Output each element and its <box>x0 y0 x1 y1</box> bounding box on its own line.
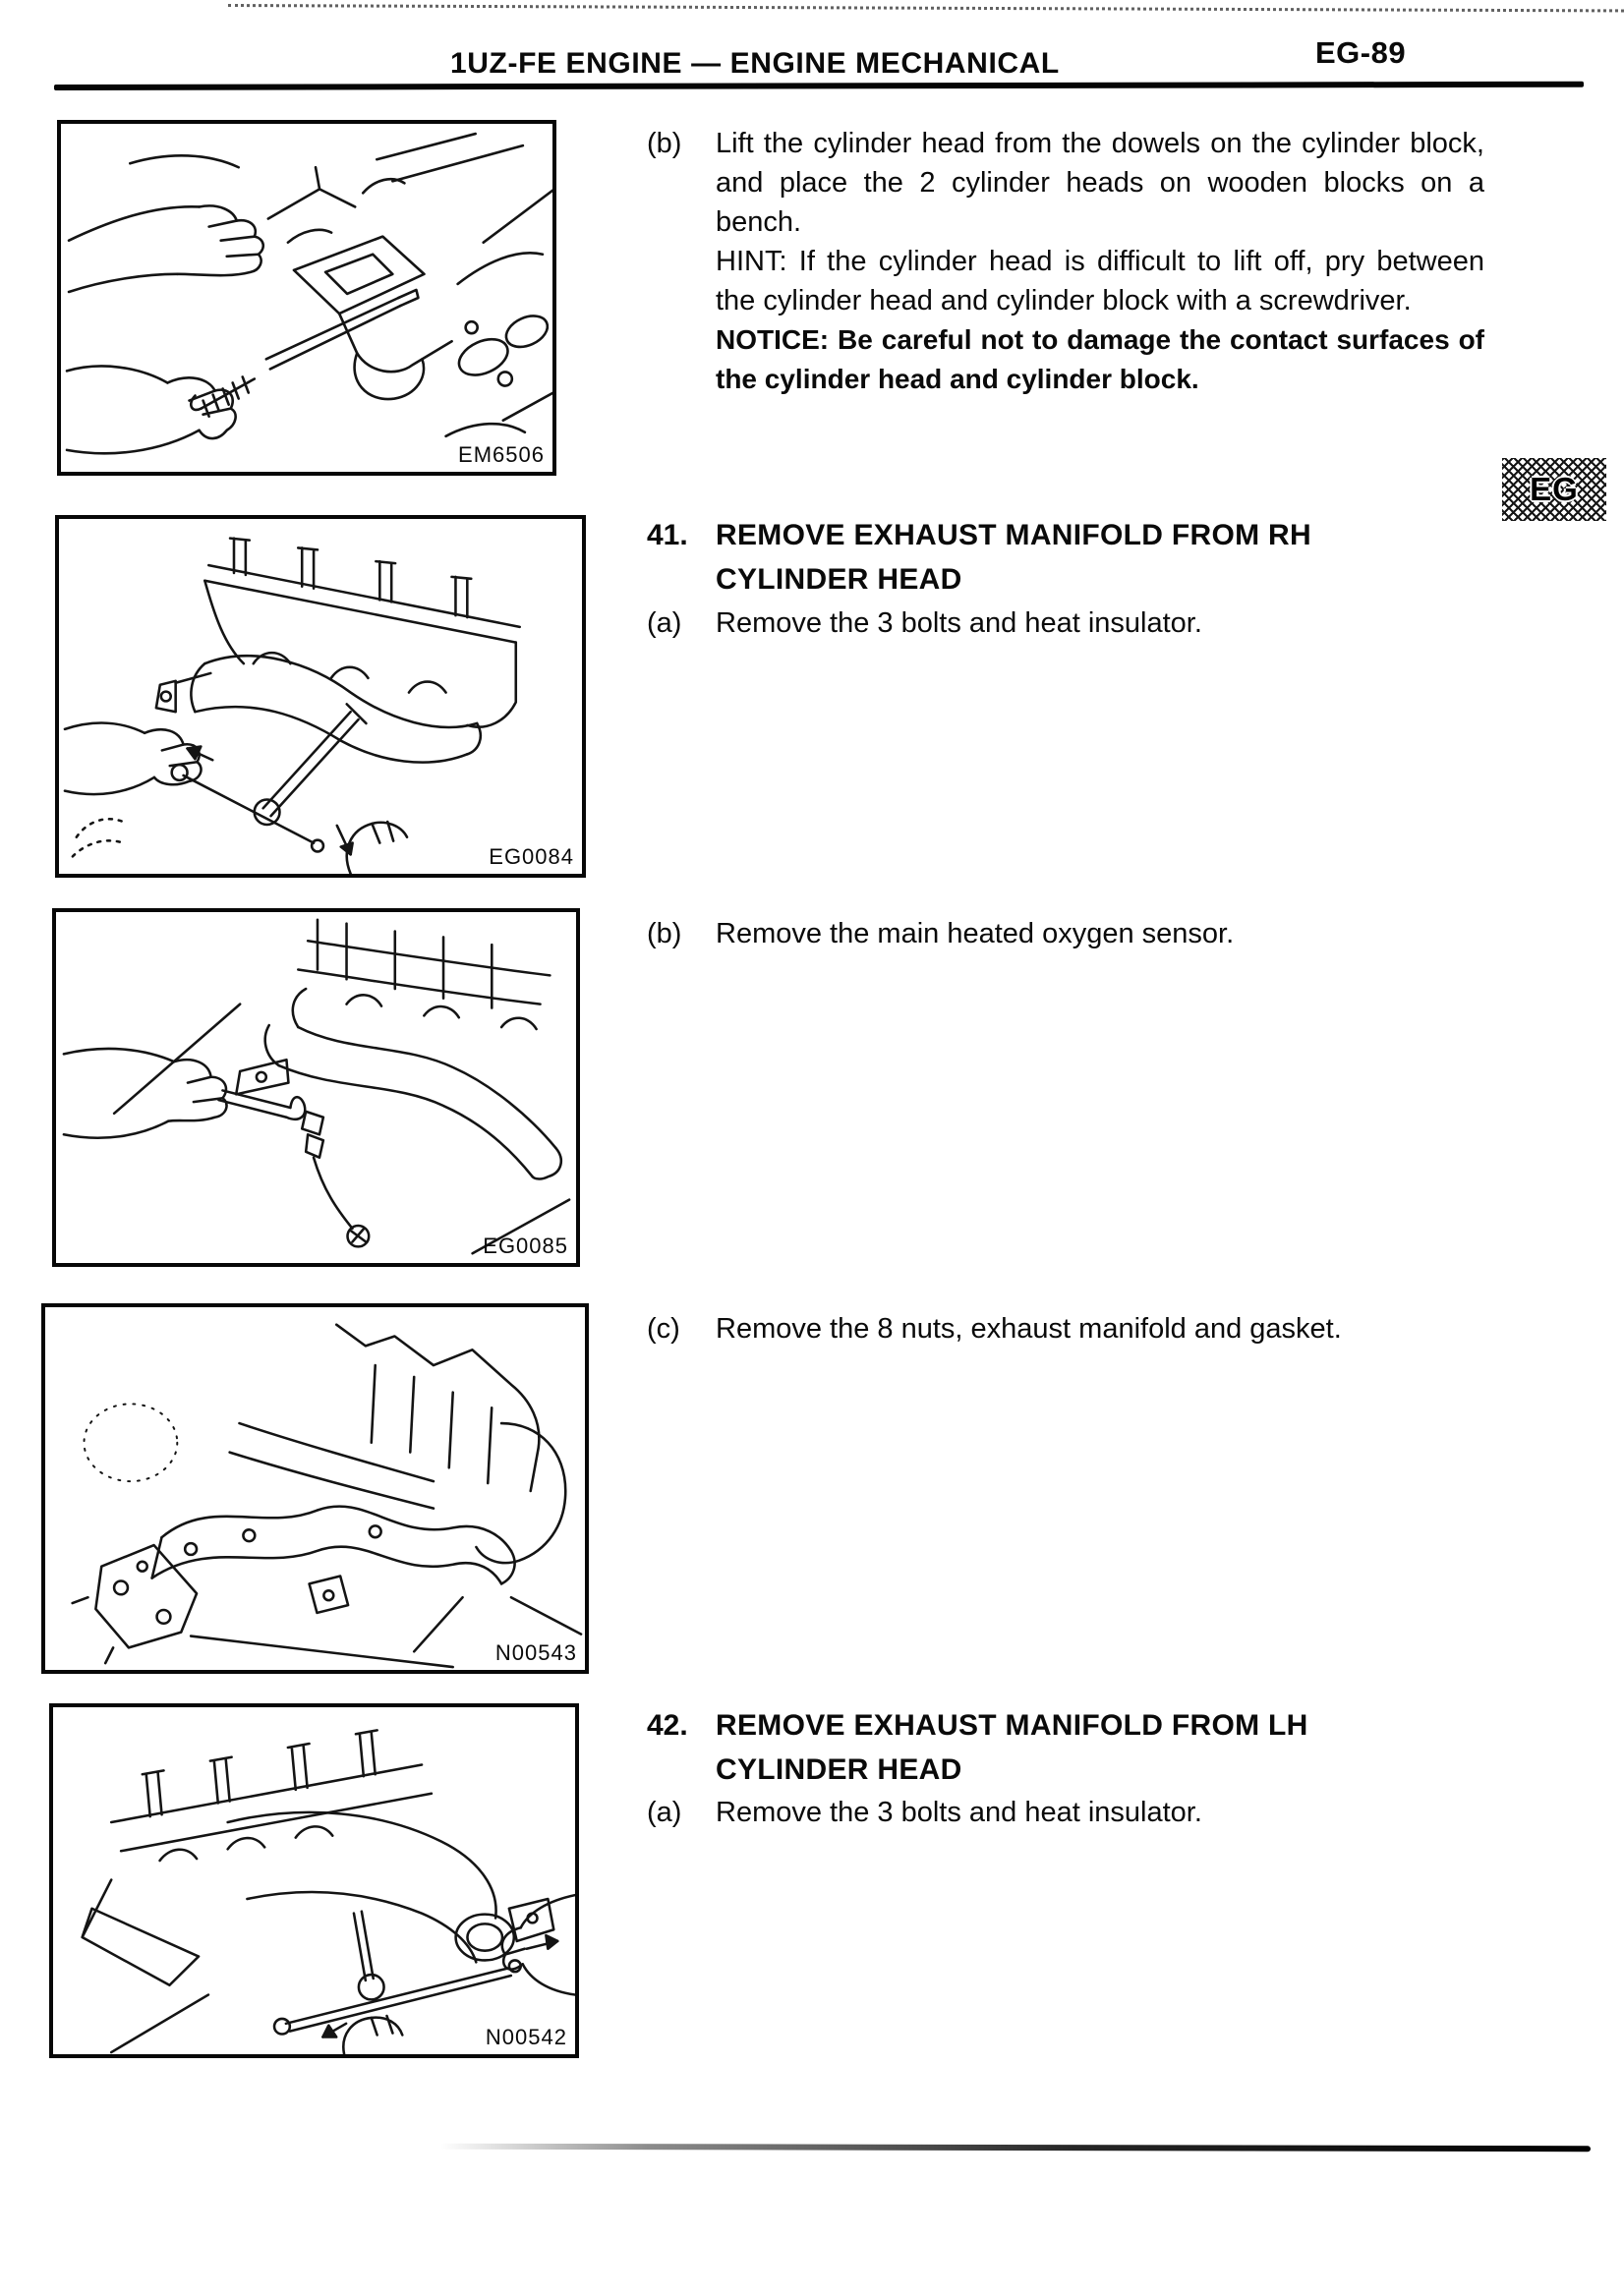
figure-illustration <box>59 519 582 874</box>
section-number: 41. <box>647 519 688 551</box>
figure-illustration <box>53 1707 575 2054</box>
step-label: (b) <box>647 128 682 159</box>
section-title-line1: REMOVE EXHAUST MANIFOLD FROM RH <box>716 519 1311 551</box>
section-title-line2: CYLINDER HEAD <box>716 1753 962 1786</box>
step-b-lift <box>647 124 1484 399</box>
section-number: 42. <box>647 1709 688 1742</box>
figure-exhaust-manifold-removal <box>41 1303 589 1674</box>
step-label: (b) <box>647 918 682 949</box>
figure-cylinder-head-lift <box>57 120 556 476</box>
step-text: Lift the cylinder head from the dowels on the cylinder block, and place the 2 cylinder heads on wooden blocks on a bench. <box>716 128 1484 238</box>
section-title-line1: REMOVE EXHAUST MANIFOLD FROM LH <box>716 1709 1308 1742</box>
figure-illustration <box>56 912 576 1263</box>
figure-code: EG0084 <box>489 844 574 869</box>
scan-artifact-bottom <box>440 2144 1591 2152</box>
figure-oxygen-sensor-removal <box>52 908 580 1267</box>
section-title-line2: CYLINDER HEAD <box>716 563 962 596</box>
page-number: EG-89 <box>1315 35 1407 70</box>
step-41a <box>647 603 1484 643</box>
section-41-heading <box>647 513 1311 602</box>
figure-rh-heat-insulator-bolts <box>55 515 586 878</box>
notice-text: NOTICE: Be careful not to damage the contact surfaces of the cylinder head and cylinder block. <box>716 324 1484 394</box>
figure-code: EM6506 <box>458 442 545 467</box>
figure-code: N00543 <box>494 1640 577 1665</box>
section-tab-eg <box>1502 458 1606 521</box>
section-title <box>716 1703 1308 1792</box>
scan-artifact-top <box>228 4 1624 12</box>
step-text: Remove the 3 bolts and heat insulator. <box>716 607 1202 639</box>
step-text-block <box>716 124 1484 399</box>
step-42a <box>647 1793 1484 1832</box>
step-41c <box>647 1309 1484 1349</box>
page-title: 1UZ-FE ENGINE — ENGINE MECHANICAL <box>450 47 1060 80</box>
section-title <box>716 513 1311 602</box>
step-text: Remove the 8 nuts, exhaust manifold and gasket. <box>716 1313 1342 1345</box>
step-label: (c) <box>647 1313 680 1345</box>
figure-code: N00542 <box>485 2025 567 2049</box>
step-label: (a) <box>647 1797 682 1828</box>
figure-illustration <box>61 124 552 472</box>
section-42-heading <box>647 1703 1308 1792</box>
step-text: Remove the 3 bolts and heat insulator. <box>716 1797 1202 1828</box>
step-41b <box>647 914 1484 953</box>
section-tab-label: EG <box>1530 471 1579 507</box>
figure-code: EG0085 <box>483 1234 568 1258</box>
hint-text: HINT: If the cylinder head is difficult to lift off, pry between the cylinder head and cylinder block with a screwdriver. <box>716 246 1484 316</box>
figure-lh-heat-insulator-bolts <box>49 1703 579 2058</box>
step-label: (a) <box>647 607 682 639</box>
header-rule <box>54 82 1584 90</box>
step-text: Remove the main heated oxygen sensor. <box>716 918 1235 949</box>
figure-illustration <box>45 1307 585 1670</box>
